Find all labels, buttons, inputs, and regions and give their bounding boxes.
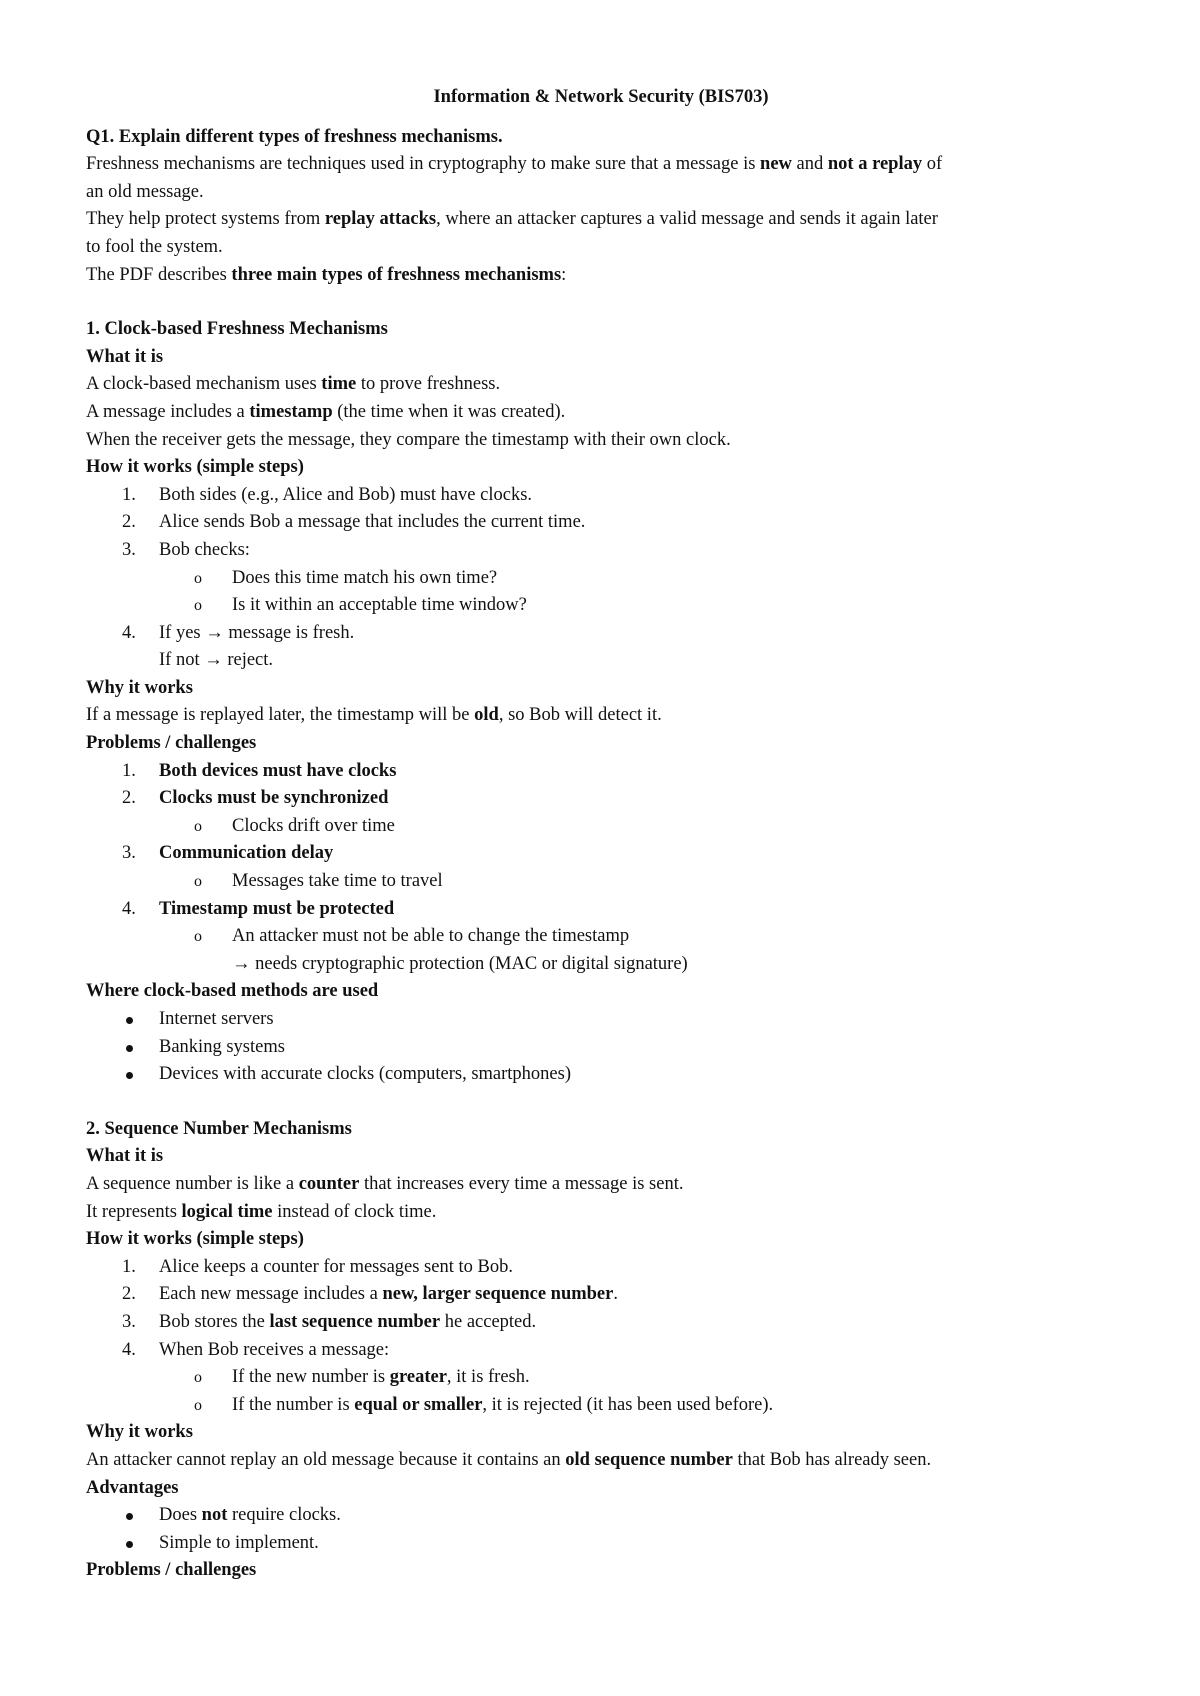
- text: A clock-based mechanism uses: [86, 374, 322, 395]
- text: The PDF describes: [86, 264, 232, 285]
- text: A sequence number is like a: [86, 1173, 299, 1194]
- document-title: Information & Network Security (BIS703): [433, 87, 769, 107]
- section-1-heading: 1. Clock-based Freshness Mechanisms: [86, 319, 388, 340]
- sub-list-item-text: An attacker must not be able to change the timestamp: [232, 926, 630, 947]
- text: Does: [159, 1505, 202, 1526]
- section-1-why-heading: Why it works: [86, 677, 193, 698]
- sub-list-item: [86, 923, 1116, 951]
- list-number: 4.: [122, 622, 136, 643]
- text: , it is rejected (it has been used before).: [482, 1394, 774, 1415]
- bullet-item-text: Banking systems: [159, 1036, 285, 1057]
- bullet-icon: [126, 1072, 133, 1079]
- bullet-icon: [126, 1017, 133, 1024]
- q1-intro-paragraph-2-line-2: to fool the system.: [86, 236, 223, 257]
- bullet-icon: [126, 1513, 133, 1520]
- bold-text: not: [201, 1505, 228, 1526]
- bold-text: not a replay: [827, 154, 923, 175]
- list-item-text: If yes → message is fresh.: [159, 622, 355, 643]
- section-1-problems-heading: Problems / challenges: [86, 733, 257, 754]
- section-1-what-line-1: [86, 371, 1116, 399]
- section-1-what-heading: What it is: [86, 346, 164, 367]
- section-1-problems-list: [86, 758, 1116, 979]
- sub-list-item: [86, 1364, 1116, 1392]
- q1-intro-paragraph-1: [86, 151, 1116, 179]
- text: Bob stores the: [159, 1311, 270, 1332]
- section-2-advantages-heading: Advantages: [86, 1477, 179, 1498]
- text: If a message is replayed later, the timestamp will be: [86, 705, 475, 726]
- list-item-text: Both sides (e.g., Alice and Bob) must have clocks.: [159, 484, 533, 505]
- section-2-heading: 2. Sequence Number Mechanisms: [86, 1118, 352, 1139]
- sub-list-item: [86, 1392, 1116, 1420]
- section-1-what-line-2: [86, 399, 1116, 427]
- list-item: [86, 1337, 1116, 1365]
- list-number: 3.: [122, 539, 136, 560]
- sub-list-item: [86, 868, 1116, 896]
- list-item: [86, 620, 1116, 648]
- bullet-item: [86, 1061, 1116, 1089]
- text: It represents: [86, 1201, 182, 1222]
- bold-text: old sequence number: [565, 1449, 733, 1470]
- list-item: [86, 785, 1116, 813]
- spacer: [86, 289, 1116, 316]
- list-number: 2.: [122, 1284, 136, 1305]
- text: .: [613, 1284, 618, 1305]
- bold-text: logical time: [181, 1201, 273, 1222]
- bold-text: new: [760, 154, 792, 175]
- section-2-what-heading: What it is: [86, 1146, 164, 1167]
- bullet-item-text: Simple to implement.: [159, 1532, 319, 1553]
- list-item-text: Bob checks:: [159, 539, 250, 560]
- document-body: [86, 84, 1116, 1585]
- list-item: [86, 537, 1116, 565]
- sub-list-item-text: Clocks drift over time: [232, 815, 395, 836]
- text: , it is fresh.: [446, 1367, 530, 1388]
- list-item: [86, 896, 1116, 924]
- list-item-text: Timestamp must be protected: [159, 898, 395, 919]
- text: instead of clock time.: [272, 1201, 437, 1222]
- text: (the time when it was created).: [332, 401, 566, 422]
- text: They help protect systems from: [86, 209, 325, 230]
- bullet-item-text: Devices with accurate clocks (computers, smartphones): [159, 1064, 571, 1085]
- list-item-text: Alice keeps a counter for messages sent to Bob.: [159, 1256, 513, 1277]
- sub-bullet: o: [194, 1396, 202, 1414]
- sub-bullet: o: [194, 928, 202, 946]
- list-item-text: Alice sends Bob a message that includes the current time.: [159, 512, 586, 533]
- bold-text: time: [321, 374, 357, 395]
- sub-list-item-text: Does this time match his own time?: [232, 567, 498, 588]
- sub-list-item-text: Messages take time to travel: [232, 871, 443, 892]
- list-item: [86, 840, 1116, 868]
- text: :: [561, 264, 567, 285]
- list-item-continuation: If not → reject.: [159, 650, 274, 671]
- list-number: 1.: [122, 484, 136, 505]
- list-number: 1.: [122, 1256, 136, 1277]
- section-1-where-list: [86, 1006, 1116, 1089]
- text: of: [922, 154, 943, 175]
- section-2-what-line-2: [86, 1199, 1116, 1227]
- sub-bullet: o: [194, 817, 202, 835]
- bullet-icon: [126, 1045, 133, 1052]
- section-2-why-heading: Why it works: [86, 1422, 193, 1443]
- list-item: [86, 758, 1116, 786]
- list-item: [86, 509, 1116, 537]
- bold-text: equal or smaller: [354, 1394, 483, 1415]
- section-2-how-heading: How it works (simple steps): [86, 1229, 304, 1250]
- sub-list-item: [86, 565, 1116, 593]
- text: , where an attacker captures a valid message and sends it again later: [436, 209, 938, 230]
- text: he accepted.: [440, 1311, 537, 1332]
- bold-text: old: [474, 705, 499, 726]
- list-item-text: Clocks must be synchronized: [159, 788, 389, 809]
- list-item: [86, 482, 1116, 510]
- list-number: 4.: [122, 1339, 136, 1360]
- bullet-item: [86, 1006, 1116, 1034]
- list-item: [86, 1281, 1116, 1309]
- sub-list-item-continuation: → needs cryptographic protection (MAC or digital signature): [232, 953, 688, 974]
- sub-bullet: o: [194, 1369, 202, 1387]
- sub-bullet: o: [194, 569, 202, 587]
- list-number: 3.: [122, 843, 136, 864]
- section-1-steps-list: [86, 482, 1116, 675]
- list-number: 1.: [122, 760, 136, 781]
- bullet-item: [86, 1502, 1116, 1530]
- text: require clocks.: [227, 1505, 341, 1526]
- list-number: 2.: [122, 788, 136, 809]
- bullet-item: [86, 1034, 1116, 1062]
- bold-text: replay attacks: [324, 209, 437, 230]
- q1-intro-paragraph-2: [86, 206, 1116, 234]
- text: that increases every time a message is sent.: [359, 1173, 684, 1194]
- list-number: 3.: [122, 1311, 136, 1332]
- q1-intro-paragraph-3: [86, 262, 1116, 290]
- section-1-where-heading: Where clock-based methods are used: [86, 981, 379, 1002]
- text: Each new message includes a: [159, 1284, 383, 1305]
- section-2-what-line-1: [86, 1171, 1116, 1199]
- section-2-why-text: [86, 1447, 1116, 1475]
- text: and: [791, 154, 828, 175]
- list-item-text: When Bob receives a message:: [159, 1339, 390, 1360]
- section-1-why-text: [86, 702, 1116, 730]
- q1-heading: Q1. Explain different types of freshness mechanisms.: [86, 126, 503, 147]
- bold-text: last sequence number: [269, 1311, 441, 1332]
- q1-intro-paragraph-1-line-2: an old message.: [86, 181, 204, 202]
- sub-list-item-text: Is it within an acceptable time window?: [232, 595, 527, 616]
- bold-text: counter: [298, 1173, 360, 1194]
- text: to prove freshness.: [356, 374, 501, 395]
- bullet-item: [86, 1530, 1116, 1558]
- list-item: [86, 1309, 1116, 1337]
- sub-list-item: [86, 592, 1116, 620]
- sub-list-item: [86, 813, 1116, 841]
- text: An attacker cannot replay an old message because it contains an: [86, 1449, 566, 1470]
- text: , so Bob will detect it.: [498, 705, 662, 726]
- spacer: [86, 1089, 1116, 1116]
- section-2-steps-list: [86, 1254, 1116, 1420]
- bullet-icon: [126, 1541, 133, 1548]
- section-1-what-line-3: When the receiver gets the message, they compare the timestamp with their own clock.: [86, 429, 731, 450]
- list-number: 2.: [122, 512, 136, 533]
- list-item-text: Both devices must have clocks: [159, 760, 397, 781]
- list-item-text: Communication delay: [159, 843, 334, 864]
- sub-bullet: o: [194, 873, 202, 891]
- section-2-advantages-list: [86, 1502, 1116, 1557]
- text: that Bob has already seen.: [732, 1449, 932, 1470]
- bold-text: three main types of freshness mechanisms: [231, 264, 562, 285]
- text: If the new number is: [232, 1367, 390, 1388]
- sub-bullet: o: [194, 597, 202, 615]
- section-2-problems-heading: Problems / challenges: [86, 1560, 257, 1581]
- text: If the number is: [232, 1394, 355, 1415]
- text: A message includes a: [86, 401, 250, 422]
- bold-text: greater: [389, 1367, 447, 1388]
- section-1-how-heading: How it works (simple steps): [86, 457, 304, 478]
- bold-text: new, larger sequence number: [382, 1284, 614, 1305]
- bold-text: timestamp: [249, 401, 333, 422]
- bullet-item-text: Internet servers: [159, 1009, 274, 1029]
- text: Freshness mechanisms are techniques used in cryptography to make sure that a message is: [86, 154, 761, 175]
- list-item: [86, 1254, 1116, 1282]
- list-number: 4.: [122, 898, 136, 919]
